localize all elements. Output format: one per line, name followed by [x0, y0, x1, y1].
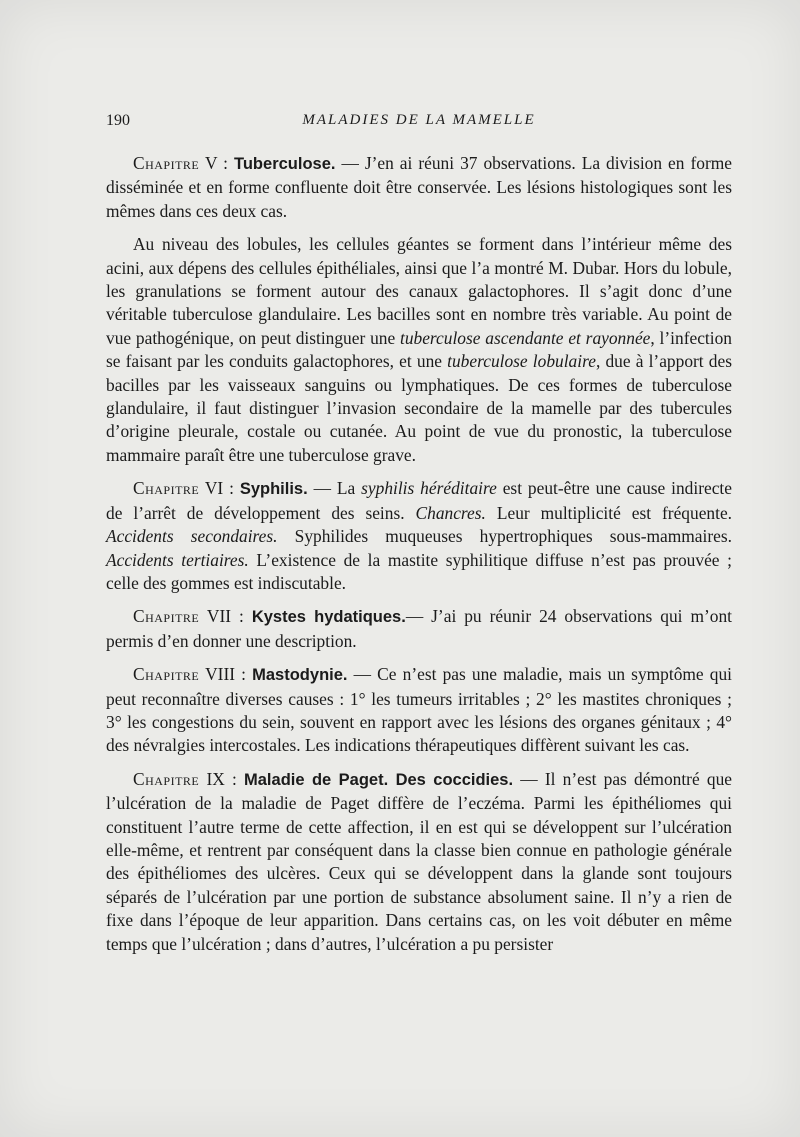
paragraph-text: L’existence de la mastite syphilitique diffuse n’est pas prouvée ; celle des gommes est indiscutable. [106, 549, 732, 593]
chapter-number: VI : [199, 478, 240, 499]
chapter-number: VII : [199, 606, 252, 627]
paragraph-text: Au niveau des lobules, les cellules géantes se forment dans l’intérieur même des acini, aux dépens des cellules épithéliales, ainsi que l’a montré M. Dubar. Hors du lobule, les granulations se forment autour des canaux galactophores. Il s’agit donc d’une véritable tuberculose glandulaire. Les bacilles sont en nombre très variable. Au point de vue pathogénique, on peut distinguer une [106, 234, 732, 348]
page-content [106, 108, 732, 966]
chapter-label: Chapitre [133, 664, 200, 685]
chapter-label: Chapitre [133, 478, 200, 499]
paragraph-text: — La [307, 478, 362, 499]
page-number: 190 [106, 112, 130, 129]
chapter-5-paragraph-2 [106, 233, 732, 467]
paragraph-text: , due à l’apport des bacilles par les vaisseaux sanguins ou lymphatiques. De ces formes de tuberculose glandulaire, il faut distinguer l’invasion secondaire de la mamelle par des tubercules d’origine pleurale, costale ou cutanée. Au point de vue du pronostic, la tuberculose mammaire paraît être une tuberculose grave. [106, 351, 732, 465]
italic-term: Chancres. [415, 502, 486, 523]
chapter-title: Kystes hydatiques. [251, 608, 406, 627]
chapter-label: Chapitre [133, 606, 200, 627]
italic-term: tuberculose lobulaire [447, 351, 596, 372]
chapter-number: VIII : [199, 664, 253, 685]
paragraph-text: , l’infection se faisant par les conduits galactophores, et une [106, 327, 732, 372]
chapter-7-paragraph [106, 605, 732, 653]
chapter-9-paragraph [106, 768, 732, 956]
italic-term: tuberculose ascendante et rayonnée [399, 327, 651, 348]
chapter-6-paragraph [106, 477, 732, 595]
italic-term: syphilis héréditaire [361, 478, 497, 499]
chapter-number: V : [199, 153, 234, 173]
chapter-label: Chapitre [133, 153, 200, 173]
running-title: MALADIES DE LA MAMELLE [302, 112, 536, 128]
chapter-title: Syphilis. [239, 480, 308, 499]
chapter-title: Mastodynie. [252, 666, 348, 685]
paragraph-text: est peut-être une cause indirecte de l’arrêt de développement des seins. [106, 478, 732, 523]
paragraph-text: — Ce n’est pas une maladie, mais un symptôme qui peut reconnaître diverses causes : 1° les tumeurs irritables ; 2° les mastites chroniques ; 3° les congestions du sein, souvent en rapport avec les lésions des organes génitaux ; 4° des névralgies intercostales. Les indications thérapeutiques diffèrent suivant les cas. [106, 664, 732, 756]
paragraph-text: — J’ai pu réunir 24 observations qui m’ont permis d’en donner une description. [106, 606, 733, 651]
running-head [106, 108, 732, 132]
chapter-number: IX : [199, 768, 245, 789]
chapter-label: Chapitre [133, 768, 200, 789]
paragraph-text: Syphilides muqueuses hypertrophiques sous-mammaires. [277, 526, 732, 547]
chapter-title: Maladie de Paget. Des coccidies. [244, 770, 514, 789]
paragraph-text: — J’en ai réuni 37 observations. La division en forme disséminée et en forme confluente doit être conservée. Les lésions histologiques sont les mêmes dans ces deux cas. [106, 153, 732, 221]
chapter-5-paragraph [106, 152, 732, 223]
italic-term: Accidents secondaires. [106, 526, 278, 547]
italic-term: Accidents tertiaires. [106, 549, 249, 570]
paragraph-text: Leur multiplicité est fréquente. [485, 502, 733, 523]
chapter-8-paragraph [106, 663, 732, 758]
chapter-title: Tuberculose. [234, 155, 336, 173]
paragraph-text: — Il n’est pas démontré que l’ulcération de la maladie de Paget diffère de l’eczéma. Parmi les épithéliomes qui constituent l’autre terme de cette affection, il en est qui se développent sur l’ulcération elle-même, et rentrent par conséquent dans la classe bien connue en pathologie générale des épithéliomes des ulcères. Ceux qui se développent dans la glande sont toujours séparés de l’ulcération par une portion de substance absolument saine. Il n’y a rien de fixe dans l’époque de leur apparition. Dans certains cas, on les voit débuter en même temps que l’ulcération ; dans d’autres, l’ulcération a pu persister [106, 768, 732, 954]
